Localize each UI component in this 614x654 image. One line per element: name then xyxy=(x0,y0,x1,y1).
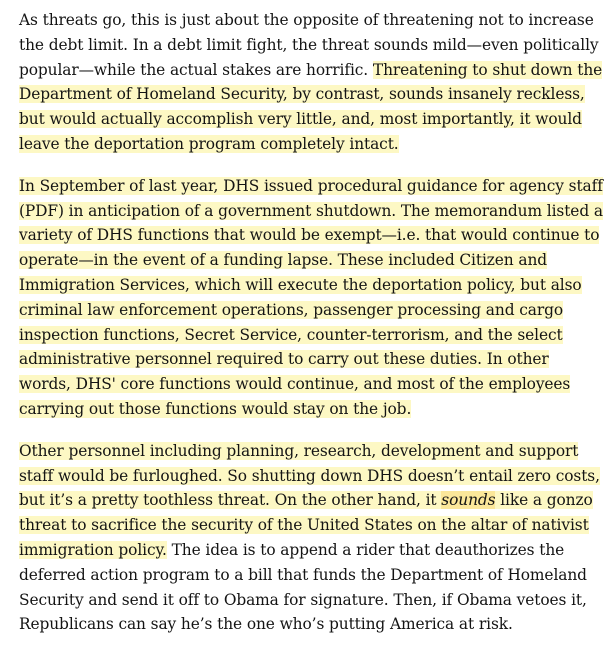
p3-plain-text: The idea is to append a rider that deauthorizes the deferred action program to a bill that funds the Department of Homeland Security and send it off to Obama for signature. Then, if Obama vetoes it, Republicans can say he’s the one who’s putting America at risk. xyxy=(19,540,587,634)
article-body xyxy=(19,8,603,654)
paragraph-1 xyxy=(19,8,603,157)
p2-highlighted-text: In September of last year, DHS issued procedural guidance for agency staff (PDF) in anticipation of a government shutdown. The memorandum listed a variety of DHS functions that would be exempt—i.e. that would continue to operate—in the event of a funding lapse. These included Citizen and Immigration Services, which will execute the deportation policy, but also criminal law enforcement operations, passenger processing and cargo inspection functions, Secret Service, counter-terrorism, and the select administrative personnel required to carry out these duties. In other words, DHS' core functions would continue, and most of the employees carrying out those functions would stay on the job. xyxy=(19,176,603,418)
p1-plain-text: As threats go, this is just about the opposite of threatening not to increase the debt limit. In a debt limit fight, the threat sounds mild—even politically popular—while the actual stakes are horrific. xyxy=(19,11,599,79)
p1-highlighted-text: Threatening to shut down the Department of Homeland Security, by contrast, sounds insanely reckless, but would actually accomplish very little, and, most importantly, it would leave the deportation program completely intact. xyxy=(19,60,603,153)
paragraph-2 xyxy=(19,174,603,422)
p3-highlighted-text-start: Other personnel including planning, research, development and support staff would be furloughed. So shutting down DHS doesn’t entail zero costs, but it’s a pretty toothless threat. On the other hand, it xyxy=(19,441,600,510)
paragraph-3 xyxy=(19,439,603,637)
p3-emphasis-word: sounds xyxy=(441,491,496,510)
p3-highlighted-text-end: like a gonzo threat to sacrifice the security of the United States on the altar of nativist immigration policy. xyxy=(19,491,593,559)
